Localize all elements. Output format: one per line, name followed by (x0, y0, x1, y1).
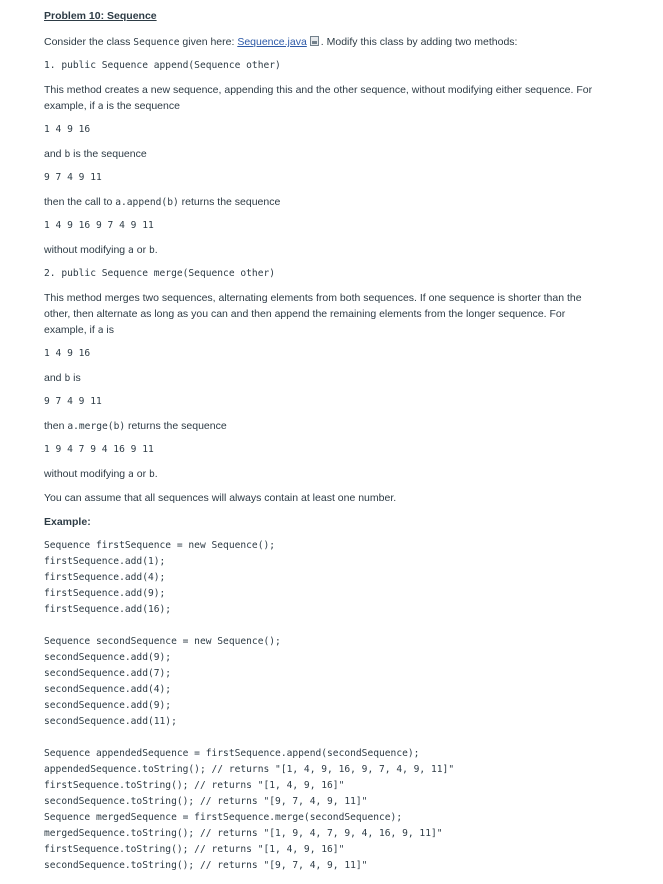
code-line: firstSequence.add(9); (44, 588, 166, 599)
code-line: mergedSequence.toString(); // returns "[1, 9, 4, 7, 9, 4, 16, 9, 11]" (44, 828, 443, 839)
method1-then-post: returns the sequence (178, 196, 281, 208)
code-line: secondSequence.toString(); // returns "[9, 7, 4, 9, 11]" (44, 796, 368, 807)
code-line: firstSequence.add(16); (44, 604, 172, 615)
method2-and-post: is (70, 372, 81, 384)
code-line: firstSequence.toString(); // returns "[1, 4, 9, 16]" (44, 844, 345, 855)
method2-result: 1 9 4 7 9 4 16 9 11 (44, 444, 154, 455)
code-line: secondSequence.add(9); (44, 652, 172, 663)
method2-call: a.merge(b) (67, 421, 126, 432)
method1-seq-b: 9 7 4 9 11 (44, 172, 102, 183)
code-line: Sequence secondSequence = new Sequence(); (44, 636, 281, 647)
code-block-results (44, 746, 454, 874)
method2-then (44, 418, 227, 435)
code-line: Sequence mergedSequence = firstSequence.merge(secondSequence); (44, 812, 403, 823)
method2-and-pre: and (44, 372, 65, 384)
file-preview-icon[interactable] (310, 36, 319, 46)
method1-without-mid: or (133, 244, 149, 256)
method1-without-b: b (149, 245, 155, 256)
code-line: firstSequence.add(4); (44, 572, 166, 583)
method1-var-b: b (64, 149, 71, 160)
intro-class-name: Sequence (133, 37, 180, 48)
code-line: Sequence appendedSequence = firstSequence.append(secondSequence); (44, 748, 420, 759)
code-line: secondSequence.toString(); // returns "[9, 7, 4, 9, 11]" (44, 860, 368, 871)
code-line: firstSequence.add(1); (44, 556, 166, 567)
intro-given: given here: (179, 36, 238, 48)
method2-desc-post: is (103, 324, 114, 336)
method1-and-b (44, 146, 147, 163)
method2-without (44, 466, 158, 483)
method1-desc-pre: example, if (44, 100, 98, 112)
code-line: secondSequence.add(7); (44, 668, 172, 679)
method2-without-b: b (149, 469, 155, 480)
code-line: Sequence firstSequence = new Sequence(); (44, 540, 276, 551)
method1-var-a: a (97, 101, 104, 112)
method2-seq-a: 1 4 9 16 (44, 348, 91, 359)
method1-result: 1 4 9 16 9 7 4 9 11 (44, 220, 154, 231)
code-block-first-sequence (44, 538, 275, 618)
method2-desc-line1: This method merges two sequences, alternating elements from both sequences. If one sequence is shorter than the (44, 292, 582, 304)
method1-seq-a: 1 4 9 16 (44, 124, 91, 135)
method2-without-mid: or (133, 468, 149, 480)
method1-and-pre: and (44, 148, 65, 160)
method1-desc-post: is the sequence (103, 100, 180, 112)
method2-var-b: b (64, 373, 71, 384)
code-line: secondSequence.add(9); (44, 700, 172, 711)
method2-without-a: a (128, 469, 134, 480)
assumption-text: You can assume that all sequences will always contain at least one number. (44, 492, 397, 504)
method1-desc-line1: This method creates a new sequence, appending this and the other sequence, without modifying either sequence. For (44, 84, 593, 96)
code-block-second-sequence (44, 634, 281, 730)
example-label: Example: (44, 516, 91, 528)
method1-and-post: is the sequence (70, 148, 147, 160)
method2-without-pre: without modifying (44, 468, 129, 480)
method2-signature: 2. public Sequence merge(Sequence other) (44, 268, 276, 279)
code-line: firstSequence.toString(); // returns "[1, 4, 9, 16]" (44, 780, 345, 791)
method2-desc-line3 (44, 322, 114, 339)
method2-then-post: returns the sequence (125, 420, 227, 432)
method1-then (44, 194, 280, 211)
method2-seq-b: 9 7 4 9 11 (44, 396, 102, 407)
method2-desc-line2: other, then alternate as long as you can and then append the remaining elements from the longer sequence. For (44, 308, 566, 320)
method1-without-a: a (128, 245, 134, 256)
method2-without-post: . (154, 468, 158, 480)
intro-after: . Modify this class by adding two methods: (320, 36, 518, 48)
sequence-java-link[interactable]: Sequence.java (237, 36, 307, 48)
method1-then-pre: then the call to (44, 196, 116, 208)
page-title: Problem 10: Sequence (44, 10, 157, 22)
method1-desc-line2 (44, 98, 180, 115)
method2-desc-pre: example, if (44, 324, 98, 336)
method1-without-pre: without modifying (44, 244, 129, 256)
method1-without-post: . (154, 244, 158, 256)
code-line: appendedSequence.toString(); // returns "[1, 4, 9, 16, 9, 7, 4, 9, 11]" (44, 764, 455, 775)
method1-signature: 1. public Sequence append(Sequence other) (44, 60, 281, 71)
intro-before: Consider the class (44, 36, 134, 48)
code-line: secondSequence.add(4); (44, 684, 172, 695)
method1-call: a.append(b) (115, 197, 179, 208)
method1-without (44, 242, 158, 259)
code-line: secondSequence.add(11); (44, 716, 177, 727)
method2-var-a: a (97, 325, 104, 336)
intro-paragraph (44, 34, 517, 51)
method2-and-b (44, 370, 81, 387)
method2-then-pre: then (44, 420, 68, 432)
